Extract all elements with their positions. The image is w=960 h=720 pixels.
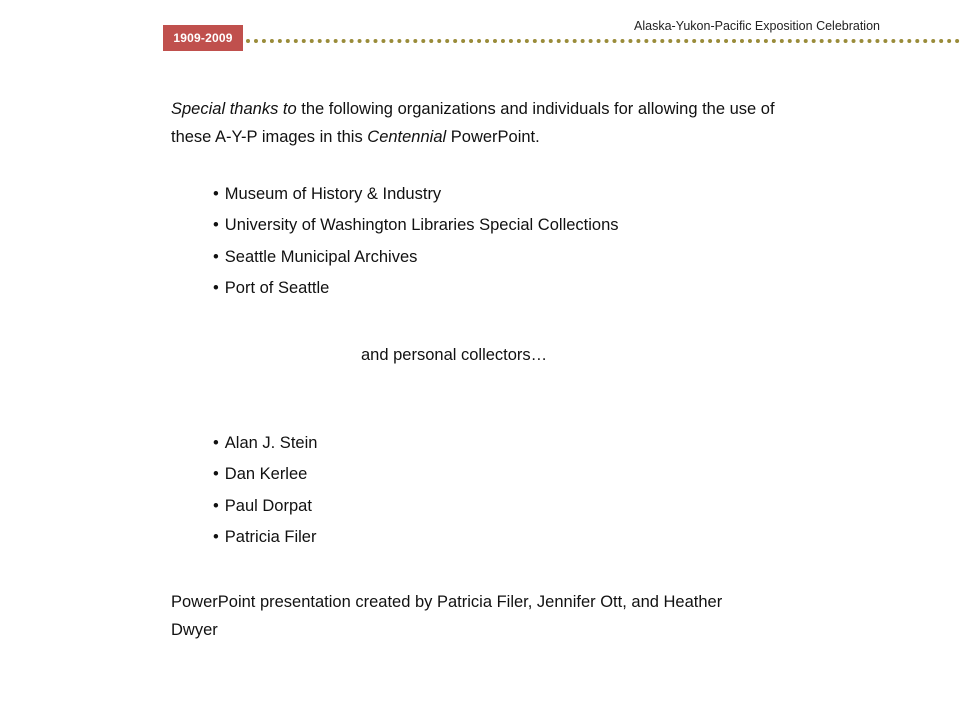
- list-item: [213, 273, 619, 304]
- organization-name: Seattle Municipal Archives: [224, 247, 418, 266]
- credits-paragraph: PowerPoint presentation created by Patricia Filer, Jennifer Ott, and Heather Dwyer: [171, 593, 723, 639]
- intro-text-part1: the following organizations and individuals for allowing the use of these A-Y-P images in this: [171, 100, 775, 146]
- collector-name: Patricia Filer: [224, 527, 317, 546]
- organization-name: University of Washington Libraries Special Collections: [224, 216, 619, 235]
- organization-name: Port of Seattle: [224, 278, 330, 297]
- bullet-icon: •: [213, 247, 219, 266]
- list-item: [213, 491, 317, 522]
- year-badge: 1909-2009: [163, 25, 243, 51]
- intro-text-part2: PowerPoint.: [446, 128, 540, 146]
- bullet-icon: •: [213, 434, 219, 452]
- list-item: [213, 242, 619, 273]
- intro-lead-italic: Special thanks to: [171, 100, 297, 118]
- bullet-icon: •: [213, 496, 219, 515]
- intro-centennial-italic: Centennial: [367, 128, 447, 146]
- list-item: [213, 459, 317, 490]
- intro-paragraph: [171, 95, 811, 151]
- list-item: [213, 522, 317, 553]
- bullet-icon: •: [213, 465, 219, 484]
- collectors-heading: and personal collectors…: [361, 346, 548, 364]
- organization-list: [213, 179, 619, 304]
- header-title: Alaska-Yukon-Pacific Exposition Celebration: [634, 19, 880, 33]
- list-item: [213, 179, 619, 210]
- collector-list: [213, 428, 317, 553]
- list-item: [213, 428, 317, 459]
- organization-name: Museum of History & Industry: [224, 185, 442, 203]
- bullet-icon: •: [213, 527, 219, 546]
- collector-name: Paul Dorpat: [224, 496, 312, 515]
- bullet-icon: •: [213, 185, 219, 203]
- header-dotted-rule: [246, 39, 960, 43]
- collector-name: Alan J. Stein: [224, 434, 318, 452]
- list-item: [213, 210, 619, 241]
- collector-name: Dan Kerlee: [224, 465, 308, 484]
- bullet-icon: •: [213, 216, 219, 235]
- bullet-icon: •: [213, 278, 219, 297]
